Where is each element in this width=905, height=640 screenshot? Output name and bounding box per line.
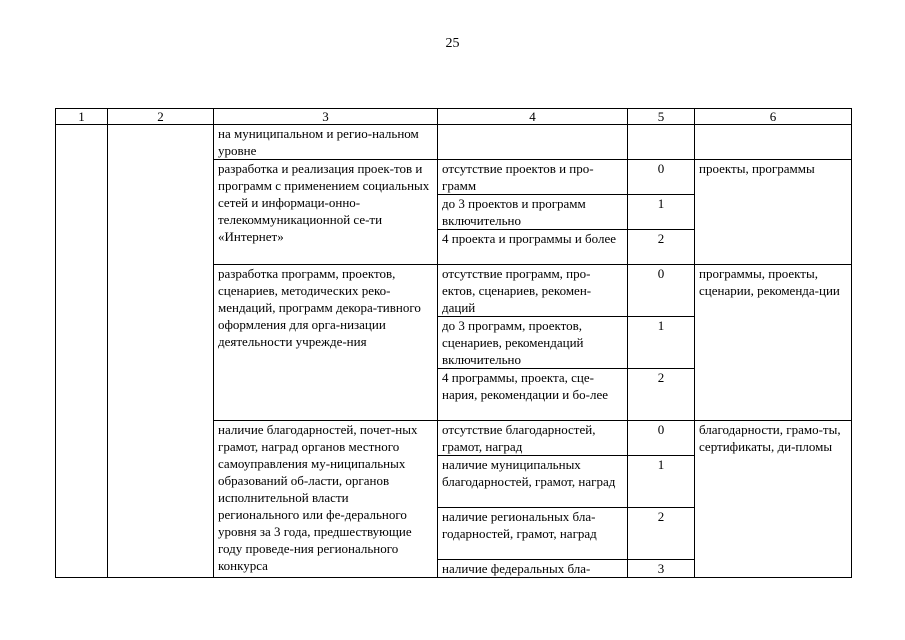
score-cell: 1 xyxy=(628,317,695,369)
indicator-cell xyxy=(438,125,628,160)
criterion-cell: на муниципальном и регио-нальном уровне xyxy=(214,125,438,160)
indicator-cell: отсутствие программ, про-ектов, сценариев, рекомен-даций xyxy=(438,265,628,317)
indicator-cell: 4 проекта и программы и более xyxy=(438,230,628,265)
column-header-4: 4 xyxy=(438,109,628,125)
col1-cell xyxy=(56,125,108,578)
evidence-cell: программы, проекты, сценарии, рекоменда-ции xyxy=(695,265,852,421)
table-row xyxy=(56,125,852,160)
score-cell: 0 xyxy=(628,421,695,456)
indicator-cell: наличие федеральных бла- xyxy=(438,560,628,578)
score-cell: 2 xyxy=(628,230,695,265)
criterion-cell: разработка программ, проектов, сценариев, методических реко-мендаций, программ декора-тивного оформления для орга-низации деятельности учрежде-ния xyxy=(214,265,438,421)
column-header-6: 6 xyxy=(695,109,852,125)
col2-cell xyxy=(108,125,214,578)
header-row xyxy=(56,109,852,125)
criteria-table xyxy=(55,108,852,578)
indicator-cell: наличие муниципальных благодарностей, грамот, наград xyxy=(438,456,628,508)
score-cell: 2 xyxy=(628,369,695,421)
indicator-cell: 4 программы, проекта, сце-нария, рекомендации и бо-лее xyxy=(438,369,628,421)
column-header-2: 2 xyxy=(108,109,214,125)
evidence-cell xyxy=(695,125,852,160)
column-header-5: 5 xyxy=(628,109,695,125)
criterion-cell: разработка и реализация проек-тов и программ с применением социальных сетей и информаци-онно-телекоммуникационной се-ти «Интернет» xyxy=(214,160,438,265)
score-cell: 2 xyxy=(628,508,695,560)
indicator-cell: наличие региональных бла-годарностей, грамот, наград xyxy=(438,508,628,560)
indicator-cell: отсутствие благодарностей, грамот, наград xyxy=(438,421,628,456)
column-header-3: 3 xyxy=(214,109,438,125)
indicator-cell: отсутствие проектов и про-грамм xyxy=(438,160,628,195)
indicator-cell: до 3 проектов и программ включительно xyxy=(438,195,628,230)
score-cell xyxy=(628,125,695,160)
score-cell: 1 xyxy=(628,456,695,508)
criterion-cell: наличие благодарностей, почет-ных грамот, наград органов местного самоуправления му-ниципальных образований об-ласти, органов исполнительной власти регионального или фе-дерального уровня за 3 года, предшествующие году проведе-ния регионального конкурса xyxy=(214,421,438,578)
score-cell: 1 xyxy=(628,195,695,230)
score-cell: 0 xyxy=(628,265,695,317)
indicator-cell: до 3 программ, проектов, сценариев, рекомендаций включительно xyxy=(438,317,628,369)
column-header-1: 1 xyxy=(56,109,108,125)
score-cell: 0 xyxy=(628,160,695,195)
score-cell: 3 xyxy=(628,560,695,578)
evidence-cell: благодарности, грамо-ты, сертификаты, ди-пломы xyxy=(695,421,852,578)
evidence-cell: проекты, программы xyxy=(695,160,852,265)
page-number: 25 xyxy=(445,36,460,51)
